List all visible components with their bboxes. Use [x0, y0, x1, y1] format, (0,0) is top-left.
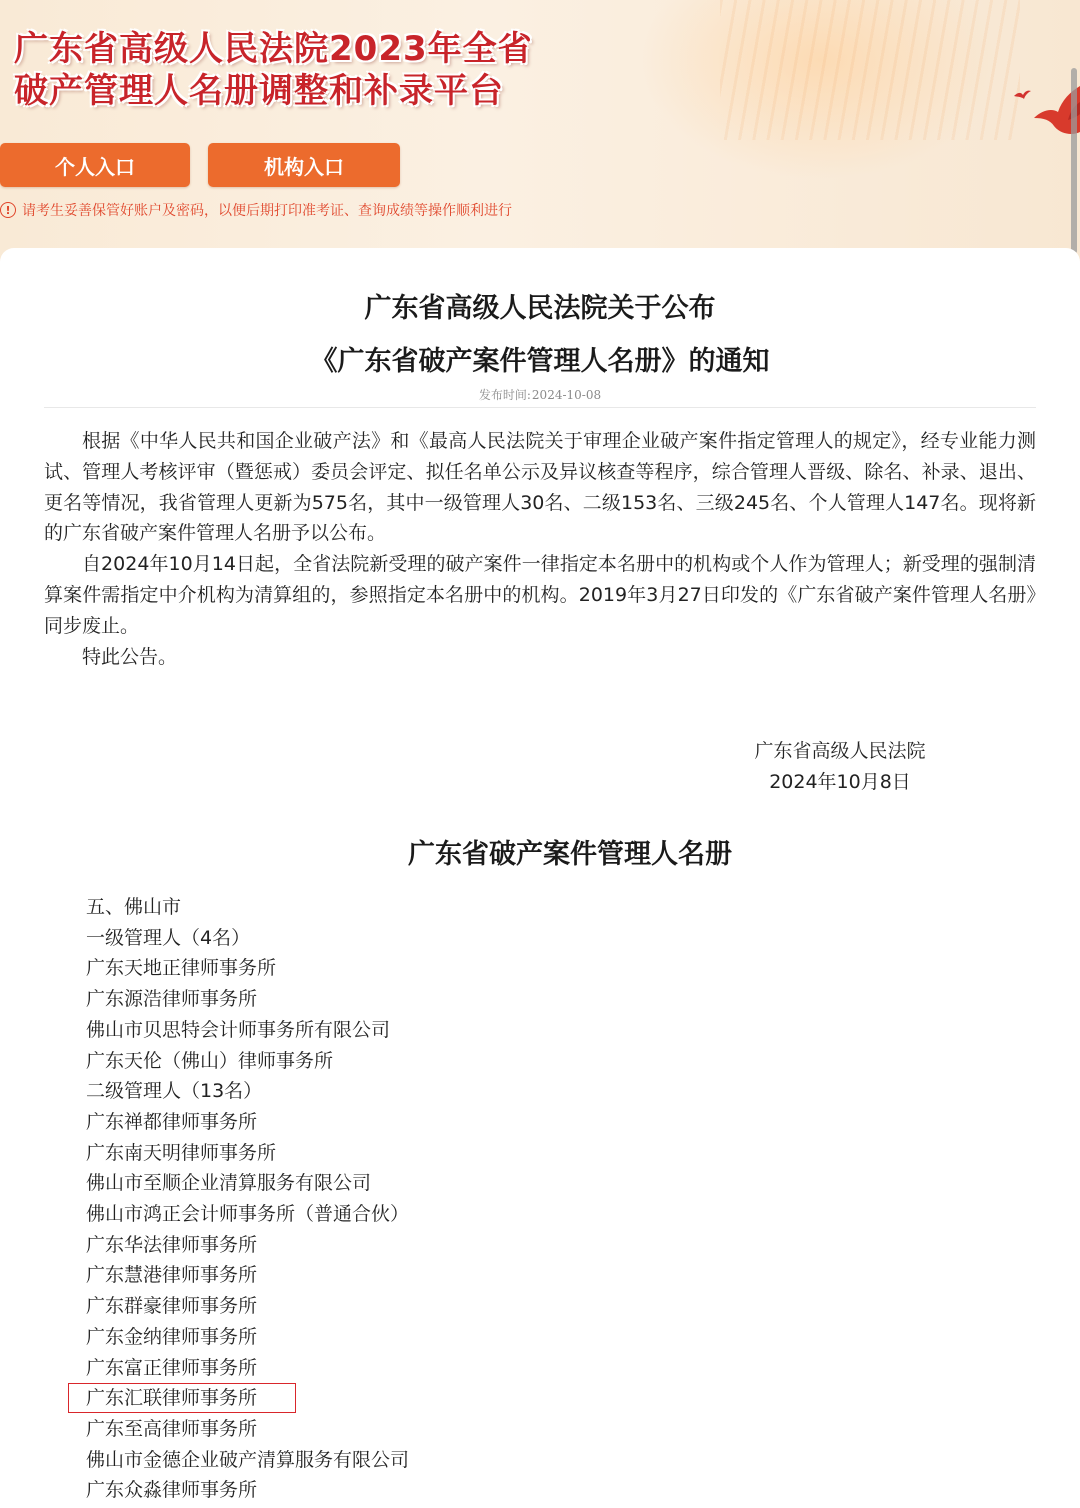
- warning-icon: !: [0, 202, 16, 218]
- article-title-line2: 《广东省破产案件管理人名册》的通知: [310, 346, 770, 377]
- account-notice: [0, 199, 512, 221]
- roster-item: 广东天地正律师事务所: [86, 957, 277, 980]
- banner-rays: [720, 0, 1020, 140]
- article-paragraph: 特此公告。: [82, 645, 178, 668]
- scrollbar[interactable]: [1071, 68, 1077, 254]
- roster-item: 佛山市金德企业破产清算服务有限公司: [86, 1448, 410, 1471]
- roster-item: 广东富正律师事务所: [86, 1356, 258, 1379]
- account-notice-text: 请考生妥善保管好账户及密码，以便后期打印准考证、查询成绩等操作顺利进行: [22, 203, 512, 219]
- roster-item: 佛山市鸿正会计师事务所（普通合伙）: [86, 1203, 410, 1226]
- signature-date: 2024年10月8日: [769, 771, 911, 793]
- roster-item: 广东华法律师事务所: [86, 1233, 258, 1256]
- highlight-box: [68, 1383, 296, 1413]
- organization-entry-button[interactable]: 机构入口: [208, 143, 400, 187]
- roster-item: 广东慧港律师事务所: [86, 1264, 258, 1287]
- signature-organization: 广东省高级人民法院: [754, 740, 926, 762]
- roster-title: 广东省破产案件管理人名册: [408, 839, 732, 870]
- publish-time-value: 2024-10-08: [531, 388, 602, 402]
- roster-item: 佛山市贝思特会计师事务所有限公司: [86, 1018, 391, 1041]
- title-divider: [44, 407, 1036, 408]
- bird-icon: [1012, 88, 1032, 102]
- roster-item-highlighted: 广东汇联律师事务所: [86, 1387, 258, 1410]
- roster-item: 佛山市至顺企业清算服务有限公司: [86, 1172, 372, 1195]
- roster-item: 广东南天明律师事务所: [86, 1141, 277, 1164]
- roster-item: 广东群豪律师事务所: [86, 1295, 258, 1318]
- platform-title: [14, 28, 533, 112]
- header-banner: [0, 0, 1080, 270]
- article-title-line1: 广东省高级人民法院关于公布: [364, 293, 716, 324]
- article-title: [0, 282, 1080, 388]
- platform-title-line1: 广东省高级人民法院2023年全省: [14, 29, 533, 69]
- publish-time-label: 发布时间:: [478, 388, 531, 402]
- roster-item: 广东众淼律师事务所: [86, 1479, 258, 1502]
- article-paragraph: 根据《中华人民共和国企业破产法》和《最高人民法院关于审理企业破产案件指定管理人的规定》，经专业能力测试、管理人考核评审（暨惩戒）委员会评定、拟任名单公示及异议核查等程序，综合管理人晋级、除名、补录、退出、更名等情况，我省管理人更新为575名，其中一级管理人30名、二级153名、三级245名、个人管理人147名。现将新的广东省破产案件管理人名册予以公布。: [44, 430, 1036, 545]
- platform-title-line2: 破产管理人名册调整和补录平台: [14, 71, 504, 111]
- roster-level-heading: 二级管理人（13名）: [86, 1080, 263, 1103]
- roster-item: 广东金纳律师事务所: [86, 1325, 258, 1348]
- roster-item: 广东源浩律师事务所: [86, 988, 258, 1011]
- roster-list: [86, 892, 409, 1506]
- personal-entry-button[interactable]: 个人入口: [0, 143, 190, 187]
- article-body: [44, 426, 1036, 672]
- roster-section-heading: 五、佛山市: [86, 896, 182, 918]
- roster-item: 广东禅都律师事务所: [86, 1110, 258, 1133]
- roster-item: 广东天伦（佛山）律师事务所: [86, 1049, 334, 1072]
- publish-time: [0, 386, 1080, 403]
- roster-level-heading: 一级管理人（4名）: [86, 926, 251, 949]
- article-paragraph: 自2024年10月14日起，全省法院新受理的破产案件一律指定本名册中的机构或个人作为管理人；新受理的强制清算案件需指定中介机构为清算组的，参照指定本名册中的机构。2019年3月27日印发的《广东省破产案件管理人名册》同步废止。: [44, 553, 1036, 637]
- roster-item: 广东至高律师事务所: [86, 1417, 258, 1440]
